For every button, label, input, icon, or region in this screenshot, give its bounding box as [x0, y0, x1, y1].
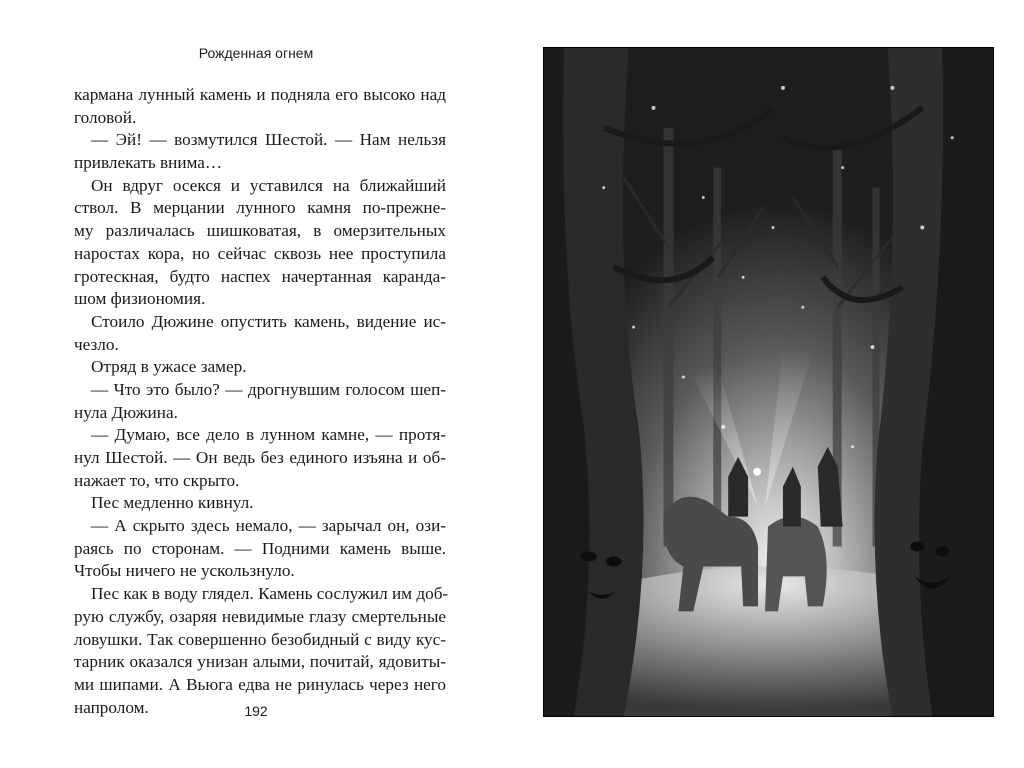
text-line: — А скрыто здесь немало, — зарычал он, ози-	[91, 516, 446, 536]
text-line: головой.	[74, 107, 137, 127]
text-line: гротескная, будто наспех начертанная каранда-	[74, 266, 446, 286]
text-line: Стоило Дюжине опустить камень, видение ис-	[91, 311, 446, 331]
text-line: привлекать внима…	[74, 153, 223, 173]
text-line: му различалась шишковатая, в омерзительных	[74, 221, 446, 241]
text-line: — Что это было? — дрогнувшим голосом шеп-	[91, 379, 446, 399]
text-line: Пес как в воду глядел. Камень сослужил им доб-	[91, 584, 449, 604]
text-line: нул Шестой. — Он ведь без единого изъяна и об-	[74, 448, 446, 467]
body-text	[74, 84, 449, 719]
text-line: Чтобы ничего не ускользнуло.	[74, 561, 295, 581]
text-line: шом физиономия.	[74, 289, 206, 309]
text-line: — Эй! — возмутился Шестой. — Нам нельзя	[91, 130, 446, 150]
text-line: ствол. В мерцании лунного камня по-прежне-	[74, 198, 446, 218]
text-line: ловушки. Так совершенно безобидный с виду кус-	[74, 629, 446, 649]
text-line: — Думаю, все дело в лунном камне, — протя-	[91, 425, 446, 445]
text-line: рую службу, озаряя невидимые глазу смертельные	[74, 606, 446, 626]
running-head: Рожденная огнем	[198, 45, 314, 61]
forest-illustration	[543, 47, 994, 717]
text-line: нажает то, что скрыто.	[74, 470, 240, 490]
text-line: кармана лунный камень и подняла его высоко над	[74, 85, 446, 104]
text-line: Он вдруг осекся и уставился на ближайший	[91, 175, 446, 195]
text-line: тарник оказался унизан алыми, почитай, ядовиты-	[74, 652, 446, 672]
text-line: ми шипами. А Вьюга едва не ринулась через него	[74, 674, 446, 694]
text-line: нула Дюжина.	[74, 402, 178, 422]
text-line: Пес медленно кивнул.	[91, 493, 254, 513]
text-line: раясь по сторонам. — Подними камень выше.	[74, 538, 446, 558]
illustration-art	[544, 48, 993, 716]
text-line: чезло.	[74, 334, 119, 354]
text-line: Отряд в ужасе замер.	[91, 357, 247, 377]
page-number: 192	[244, 703, 268, 719]
text-line: напролом.	[74, 697, 149, 717]
text-line: наростах кора, но сейчас сквозь нее проступила	[74, 243, 446, 263]
